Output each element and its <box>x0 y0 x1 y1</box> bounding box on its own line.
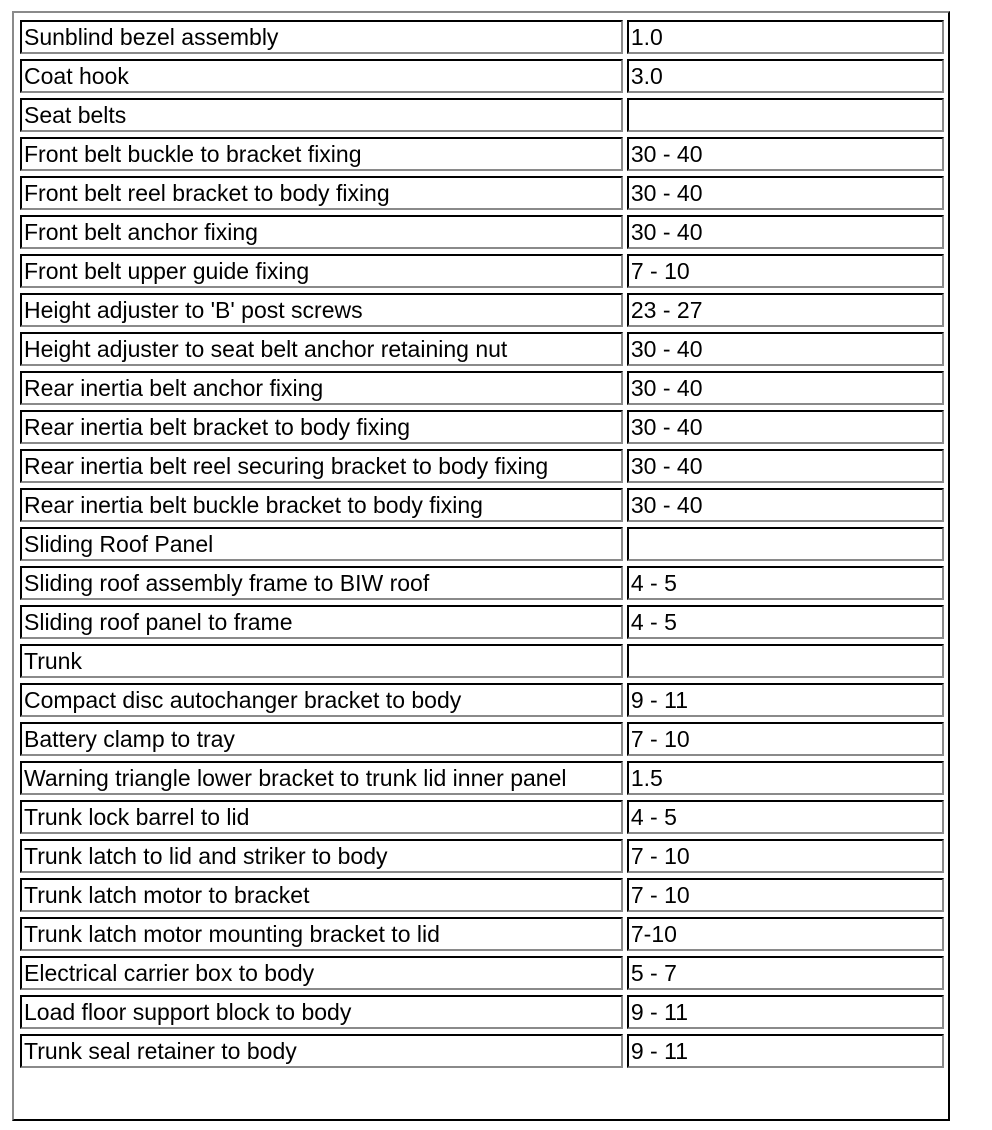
torque-value-cell: 7 - 10 <box>627 254 944 288</box>
table-row <box>20 488 944 522</box>
torque-value-cell: 4 - 5 <box>627 605 944 639</box>
torque-value-cell: 23 - 27 <box>627 293 944 327</box>
torque-value-cell: 3.0 <box>627 59 944 93</box>
component-description-cell: Rear inertia belt bracket to body fixing <box>20 410 623 444</box>
table-row <box>20 839 944 873</box>
component-description-cell: Coat hook <box>20 59 623 93</box>
table-row <box>20 566 944 600</box>
component-description-cell: Compact disc autochanger bracket to body <box>20 683 623 717</box>
table-body <box>20 20 944 1068</box>
table-row <box>20 605 944 639</box>
table-row <box>20 98 944 132</box>
table-row <box>20 176 944 210</box>
table-row <box>20 293 944 327</box>
torque-value-cell <box>627 98 944 132</box>
table-row <box>20 1034 944 1068</box>
torque-value-cell: 7 - 10 <box>627 722 944 756</box>
table-row <box>20 254 944 288</box>
torque-value-cell: 7 - 10 <box>627 839 944 873</box>
torque-value-cell: 30 - 40 <box>627 176 944 210</box>
table-row <box>20 332 944 366</box>
table-row <box>20 800 944 834</box>
torque-value-cell: 30 - 40 <box>627 137 944 171</box>
component-description-cell: Load floor support block to body <box>20 995 623 1029</box>
torque-value-cell: 30 - 40 <box>627 488 944 522</box>
torque-value-cell: 4 - 5 <box>627 800 944 834</box>
table-row <box>20 371 944 405</box>
torque-value-cell: 7-10 <box>627 917 944 951</box>
torque-value-cell: 9 - 11 <box>627 683 944 717</box>
table-row <box>20 20 944 54</box>
table-row <box>20 410 944 444</box>
torque-value-cell: 5 - 7 <box>627 956 944 990</box>
torque-value-cell: 9 - 11 <box>627 995 944 1029</box>
table-row <box>20 449 944 483</box>
torque-table-frame <box>12 11 950 1121</box>
table-row <box>20 59 944 93</box>
component-description-cell: Sliding roof assembly frame to BIW roof <box>20 566 623 600</box>
table-row <box>20 878 944 912</box>
table-row <box>20 995 944 1029</box>
table-row <box>20 761 944 795</box>
table-row <box>20 956 944 990</box>
torque-value-cell: 30 - 40 <box>627 332 944 366</box>
component-description-cell: Rear inertia belt reel securing bracket to body fixing <box>20 449 623 483</box>
component-description-cell: Trunk latch motor to bracket <box>20 878 623 912</box>
component-description-cell: Trunk latch motor mounting bracket to lid <box>20 917 623 951</box>
component-description-cell: Trunk seal retainer to body <box>20 1034 623 1068</box>
component-description-cell: Front belt upper guide fixing <box>20 254 623 288</box>
component-description-cell: Sunblind bezel assembly <box>20 20 623 54</box>
component-description-cell: Height adjuster to seat belt anchor retaining nut <box>20 332 623 366</box>
table-row <box>20 137 944 171</box>
table-row <box>20 917 944 951</box>
table-row <box>20 215 944 249</box>
component-description-cell: Trunk latch to lid and striker to body <box>20 839 623 873</box>
component-description-cell: Trunk <box>20 644 623 678</box>
component-description-cell: Rear inertia belt buckle bracket to body fixing <box>20 488 623 522</box>
component-description-cell: Battery clamp to tray <box>20 722 623 756</box>
component-description-cell: Seat belts <box>20 98 623 132</box>
table-row <box>20 644 944 678</box>
table-row <box>20 722 944 756</box>
torque-value-cell: 9 - 11 <box>627 1034 944 1068</box>
component-description-cell: Front belt buckle to bracket fixing <box>20 137 623 171</box>
component-description-cell: Trunk lock barrel to lid <box>20 800 623 834</box>
component-description-cell: Sliding roof panel to frame <box>20 605 623 639</box>
torque-value-cell: 1.5 <box>627 761 944 795</box>
component-description-cell: Electrical carrier box to body <box>20 956 623 990</box>
component-description-cell: Warning triangle lower bracket to trunk lid inner panel <box>20 761 623 795</box>
torque-value-cell: 30 - 40 <box>627 410 944 444</box>
component-description-cell: Rear inertia belt anchor fixing <box>20 371 623 405</box>
component-description-cell: Front belt anchor fixing <box>20 215 623 249</box>
torque-value-cell <box>627 527 944 561</box>
torque-value-cell: 1.0 <box>627 20 944 54</box>
table-row <box>20 683 944 717</box>
torque-value-cell <box>627 644 944 678</box>
table-row <box>20 527 944 561</box>
component-description-cell: Height adjuster to 'B' post screws <box>20 293 623 327</box>
component-description-cell: Sliding Roof Panel <box>20 527 623 561</box>
torque-specification-table <box>16 15 948 1073</box>
torque-value-cell: 7 - 10 <box>627 878 944 912</box>
torque-value-cell: 30 - 40 <box>627 215 944 249</box>
torque-value-cell: 30 - 40 <box>627 449 944 483</box>
torque-value-cell: 30 - 40 <box>627 371 944 405</box>
component-description-cell: Front belt reel bracket to body fixing <box>20 176 623 210</box>
torque-value-cell: 4 - 5 <box>627 566 944 600</box>
